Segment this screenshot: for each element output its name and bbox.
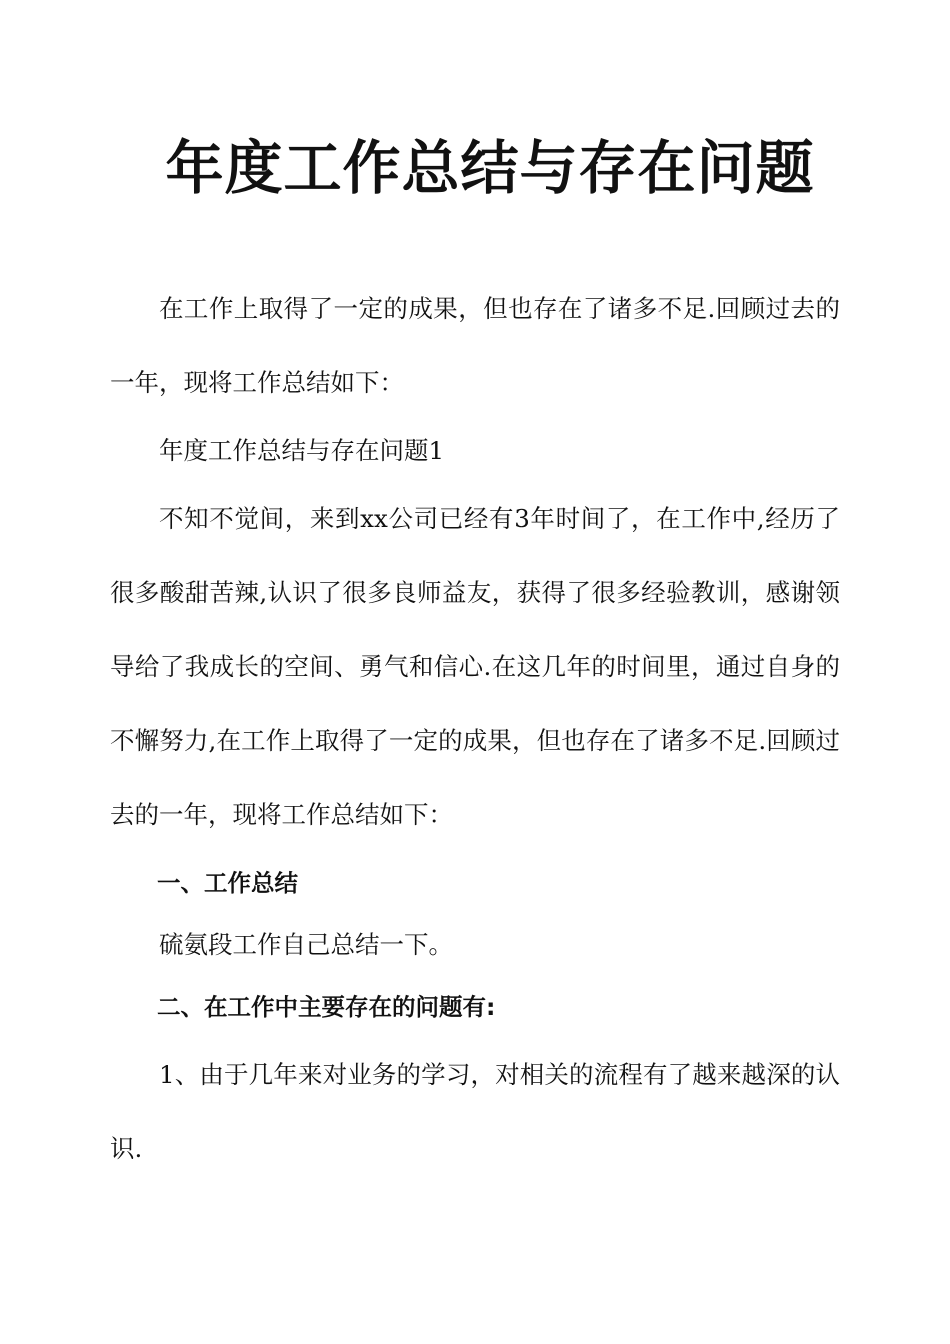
section-1-text: 硫氨段工作自己总结一下。: [159, 930, 453, 959]
intro-paragraph: 在工作上取得了一定的成果，但也存在了诸多不足.回顾过去的一年，现将工作总结如下：: [110, 294, 840, 397]
body-paragraph-1: 不知不觉间，来到xx公司已经有3年时间了，在工作中,经历了很多酸甜苦辣,认识了很多良师益友，获得了很多经验教训，感谢领导给了我成长的空间、勇气和信心.在这几年的时间里，通过自身的不懈努力,在工作上取得了一定的成果，但也存在了诸多不足.回顾过去的一年，现将工作总结如下：: [110, 504, 840, 829]
section-2-heading: 二、在工作中主要存在的问题有:: [157, 993, 496, 1021]
list-item-1: 1、由于几年来对业务的学习，对相关的流程有了越来越深的认识.: [110, 1060, 840, 1163]
document-body: [110, 272, 840, 1186]
section-1-heading: 一、工作总结: [157, 869, 298, 897]
subtitle-paragraph: 年度工作总结与存在问题1: [159, 436, 445, 465]
document-title: 年度工作总结与存在问题: [165, 134, 815, 202]
